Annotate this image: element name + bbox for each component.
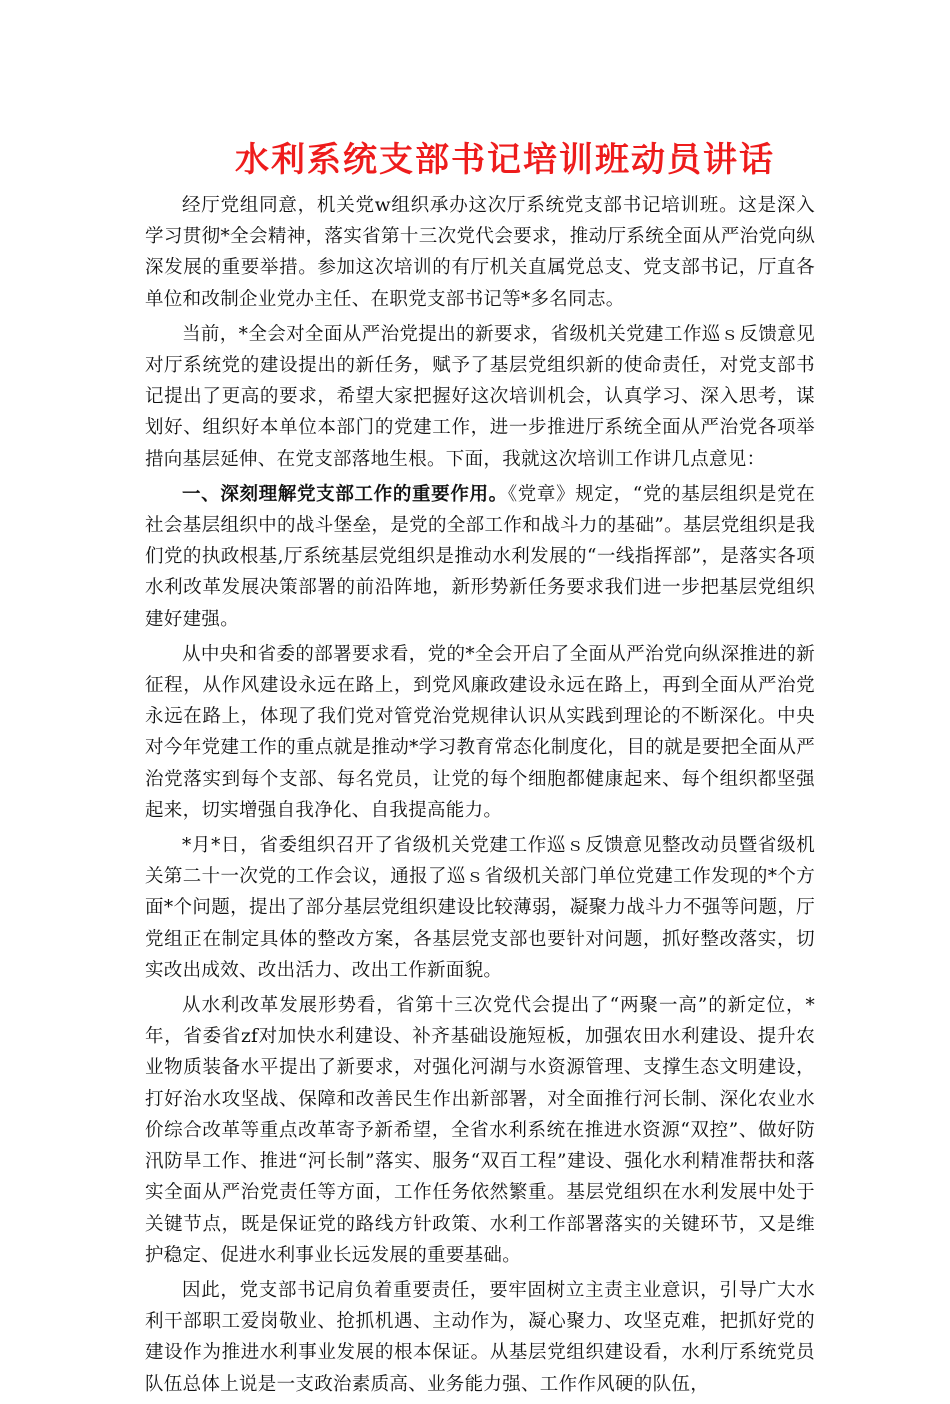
paragraph-text: 《党章》规定，“党的基层组织是党在社会基层组织中的战斗堡垒，是党的全部工作和战斗力的基础”。基层党组织是我们党的执政根基,厅系统基层党组织是推动水利发展的“一线指挥部”，是落实各项水利改革发展决策部署的前沿阵地，新形势新任务要求我们进一步把基层党组织建好建强。 xyxy=(145,483,815,630)
paragraph-text: 因此，党支部书记肩负着重要责任，要牢固树立主责主业意识，引导广大水利干部职工爱岗敬业、抢抓机遇、主动作为，凝心聚力、攻坚克难，把抓好党的建设作为推进水利事业发展的根本保证。从基层党组织建设看，水利厅系统党员队伍总体上说是一支政治素质高、业务能力强、工作作风硬的队伍， xyxy=(145,1279,815,1395)
paragraph-text: *月*日，省委组织召开了省级机关党建工作巡ｓ反馈意见整改动员暨省级机关第二十一次党的工作会议，通报了巡ｓ省级机关部门单位党建工作发现的*个方面*个问题，提出了部分基层党组织建设比较薄弱，凝聚力战斗力不强等问题，厅党组正在制定具体的整改方案，各基层党支部也要针对问题，抓好整改落实，切实改出成效、改出活力、改出工作新面貌。 xyxy=(145,835,815,981)
paragraph-lead: 一、深刻理解党支部工作的重要作用。 xyxy=(182,483,508,505)
paragraph-text: 从水利改革发展形势看，省第十三次党代会提出了“两聚一高”的新定位，*年，省委省zf对加快水利建设、补齐基础设施短板，加强农田水利建设、提升农业物质装备水平提出了新要求，对强化河湖与水资源管理、支撑生态文明建设，打好治水攻坚战、保障和改善民生作出新部署，对全面推行河长制、深化农业水价综合改革等重点改革寄予新希望，全省水利系统在推进水资源“双控”、做好防汛防旱工作、推进“河长制”落实、服务“双百工程”建设、强化水利精准帮扶和落实全面从严治党责任等方面，工作任务依然繁重。基层党组织在水利发展中处于关键节点，既是保证党的路线方针政策、水利工作部署落实的关键环节，又是维护稳定、促进水利事业长远发展的重要基础。 xyxy=(145,995,815,1266)
paragraph-3 xyxy=(145,479,815,635)
paragraph-1 xyxy=(145,190,815,315)
paragraph-text: 当前，*全会对全面从严治党提出的新要求，省级机关党建工作巡ｓ反馈意见对厅系统党的建设提出的新任务，赋予了基层党组织新的使命责任，对党支部书记提出了更高的要求，希望大家把握好这次培训机会，认真学习、深入思考，谋划好、组织好本单位本部门的党建工作，进一步推进厅系统全面从严治党各项举措向基层延伸、在党支部落地生根。下面，我就这次培训工作讲几点意见： xyxy=(145,323,815,470)
paragraph-text: 经厅党组同意，机关党w组织承办这次厅系统党支部书记培训班。这是深入学习贯彻*全会精神，落实省第十三次党代会要求，推动厅系统全面从严治党向纵深发展的重要举措。参加这次培训的有厅机关直属党总支、党支部书记，厅直各单位和改制企业党办主任、在职党支部书记等*多名同志。 xyxy=(145,195,815,310)
paragraph-6 xyxy=(145,990,815,1271)
paragraph-text: 从中央和省委的部署要求看，党的*全会开启了全面从严治党向纵深推进的新征程，从作风建设永远在路上，到党风廉政建设永远在路上，再到全面从严治党永远在路上，体现了我们党对管党治党规律认识从实践到理论的不断深化。中央对今年党建工作的重点就是推动*学习教育常态化制度化，目的就是要把全面从严治党落实到每个支部、每名党员，让党的每个细胞都健康起来、每个组织都坚强起来，切实增强自我净化、自我提高能力。 xyxy=(145,643,815,821)
paragraph-2 xyxy=(145,319,815,475)
document-body xyxy=(145,190,815,1404)
document-title: 水利系统支部书记培训班动员讲话 xyxy=(235,140,775,180)
paragraph-7 xyxy=(145,1275,815,1400)
paragraph-4 xyxy=(145,639,815,826)
paragraph-5 xyxy=(145,830,815,986)
